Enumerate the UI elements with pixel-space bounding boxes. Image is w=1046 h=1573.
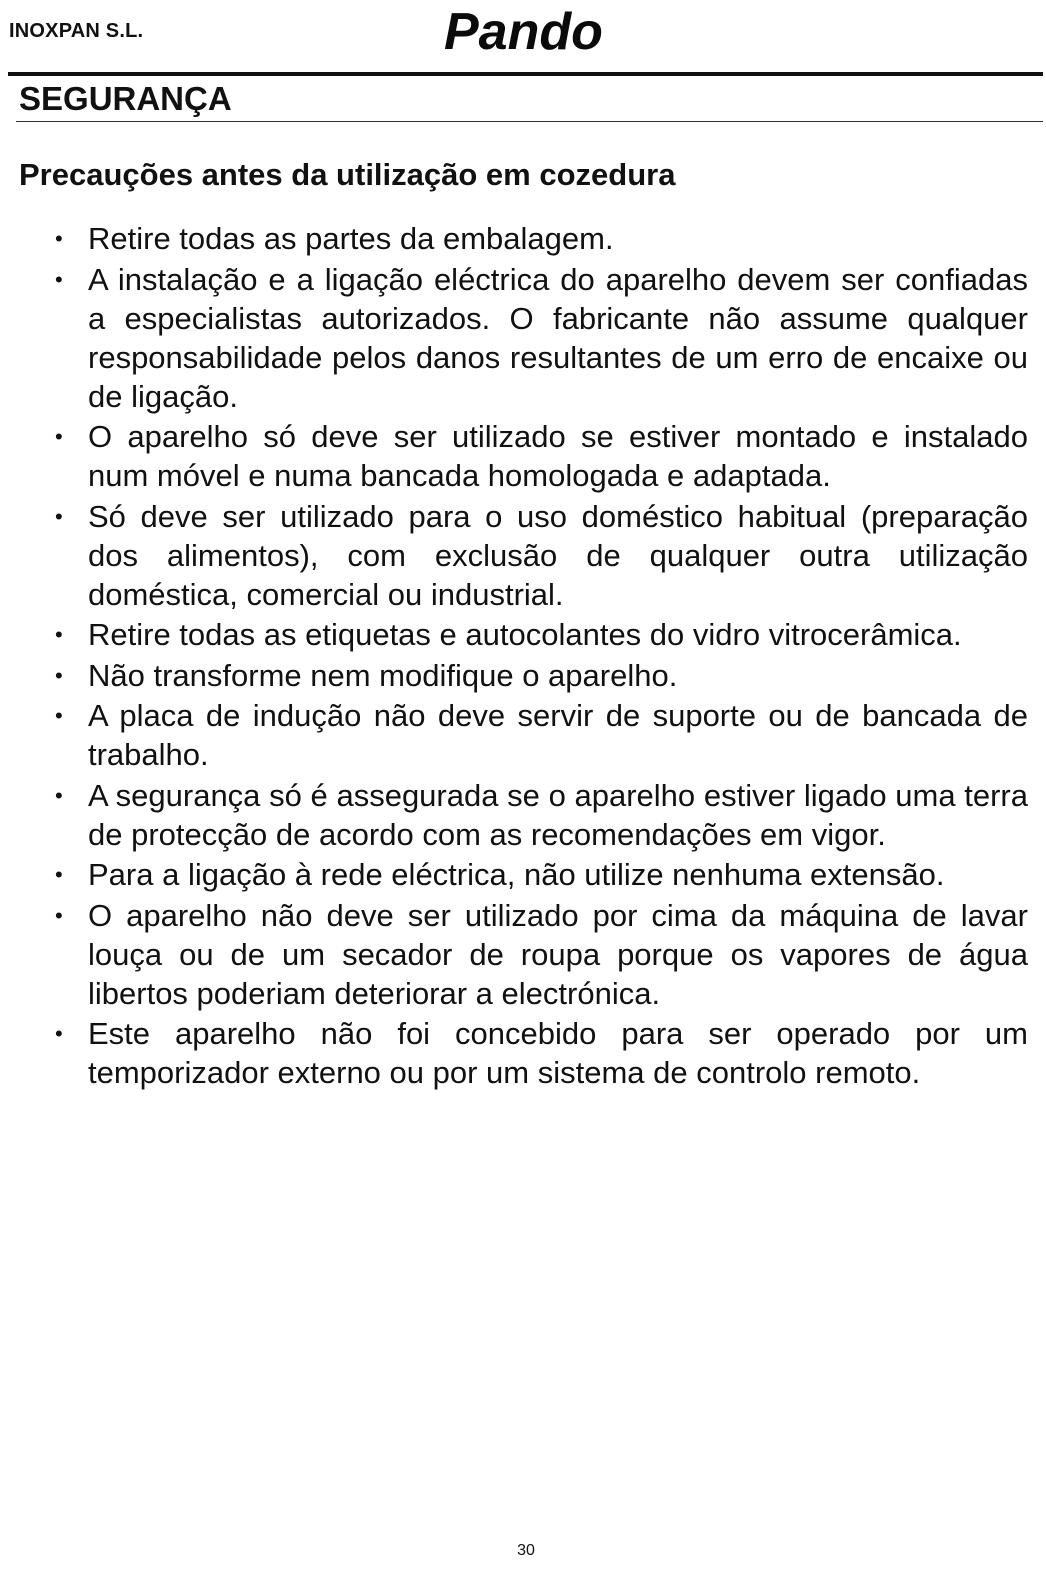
list-item-text: Só deve ser utilizado para o uso doméstico habitual (preparação dos alimentos), com exclusão de qualquer outra utilização doméstica, comercial ou industrial. (88, 498, 1028, 612)
bullet-icon: • (55, 622, 63, 647)
list-item (0, 417, 1028, 495)
list-item (0, 615, 1028, 654)
section-divider (16, 121, 1043, 122)
bullet-icon: • (55, 902, 63, 928)
bullet-icon: • (55, 662, 63, 688)
list-item (0, 497, 1028, 614)
page-number: 30 (517, 1542, 535, 1559)
list-item (0, 896, 1028, 1013)
list-item-text: A instalação e a ligação eléctrica do aparelho devem ser confiadas a especialistas autorizados. O fabricante não assume qualquer responsabilidade pelos danos resultantes de um erro de encaixe ou de ligação. (88, 261, 1028, 414)
list-item-text: O aparelho não deve ser utilizado por cima da máquina de lavar louça ou de um secador de roupa porque os vapores de água libertos poderiam deteriorar a electrónica. (88, 897, 1028, 1011)
list-item (0, 696, 1028, 774)
bullet-icon: • (55, 1021, 63, 1046)
bullet-icon: • (55, 266, 63, 292)
header-divider (8, 72, 1043, 76)
bullet-icon: • (55, 862, 63, 887)
list-item-text: O aparelho só deve ser utilizado se estiver montado e instalado num móvel e numa bancada homologada e adaptada. (88, 419, 1028, 493)
section-title: SEGURANÇA (19, 80, 232, 117)
list-item-text: A segurança só é assegurada se o aparelho estiver ligado uma terra de protecção de acordo com as recomendações em vigor. (88, 777, 1028, 852)
precautions-list (0, 219, 1046, 1094)
bullet-icon: • (55, 782, 63, 808)
bullet-icon: • (55, 226, 63, 251)
subheading: Precauções antes da utilização em cozedura (19, 157, 676, 192)
list-item-text: Retire todas as etiquetas e autocolantes do vidro vitrocerâmica. (88, 617, 962, 652)
list-item-text: Este aparelho não foi concebido para ser operado por um temporizador externo ou por um sistema de controlo remoto. (88, 1016, 1028, 1090)
list-item (0, 656, 1028, 695)
list-item (0, 855, 1028, 894)
list-item (0, 1014, 1028, 1092)
company-name: INOXPAN S.L. (9, 20, 144, 42)
brand-logo: Pando (444, 3, 603, 61)
list-item (0, 219, 1028, 258)
list-item-text: Não transforme nem modifique o aparelho. (88, 657, 678, 693)
bullet-icon: • (55, 703, 63, 728)
list-item (0, 776, 1028, 854)
list-item (0, 260, 1028, 416)
list-item-text: Retire todas as partes da embalagem. (88, 221, 614, 256)
bullet-icon: • (55, 424, 63, 449)
list-item-text: Para a ligação à rede eléctrica, não utilize nenhuma extensão. (88, 857, 945, 892)
list-item-text: A placa de indução não deve servir de suporte ou de bancada de trabalho. (88, 698, 1028, 772)
bullet-icon: • (55, 503, 63, 529)
